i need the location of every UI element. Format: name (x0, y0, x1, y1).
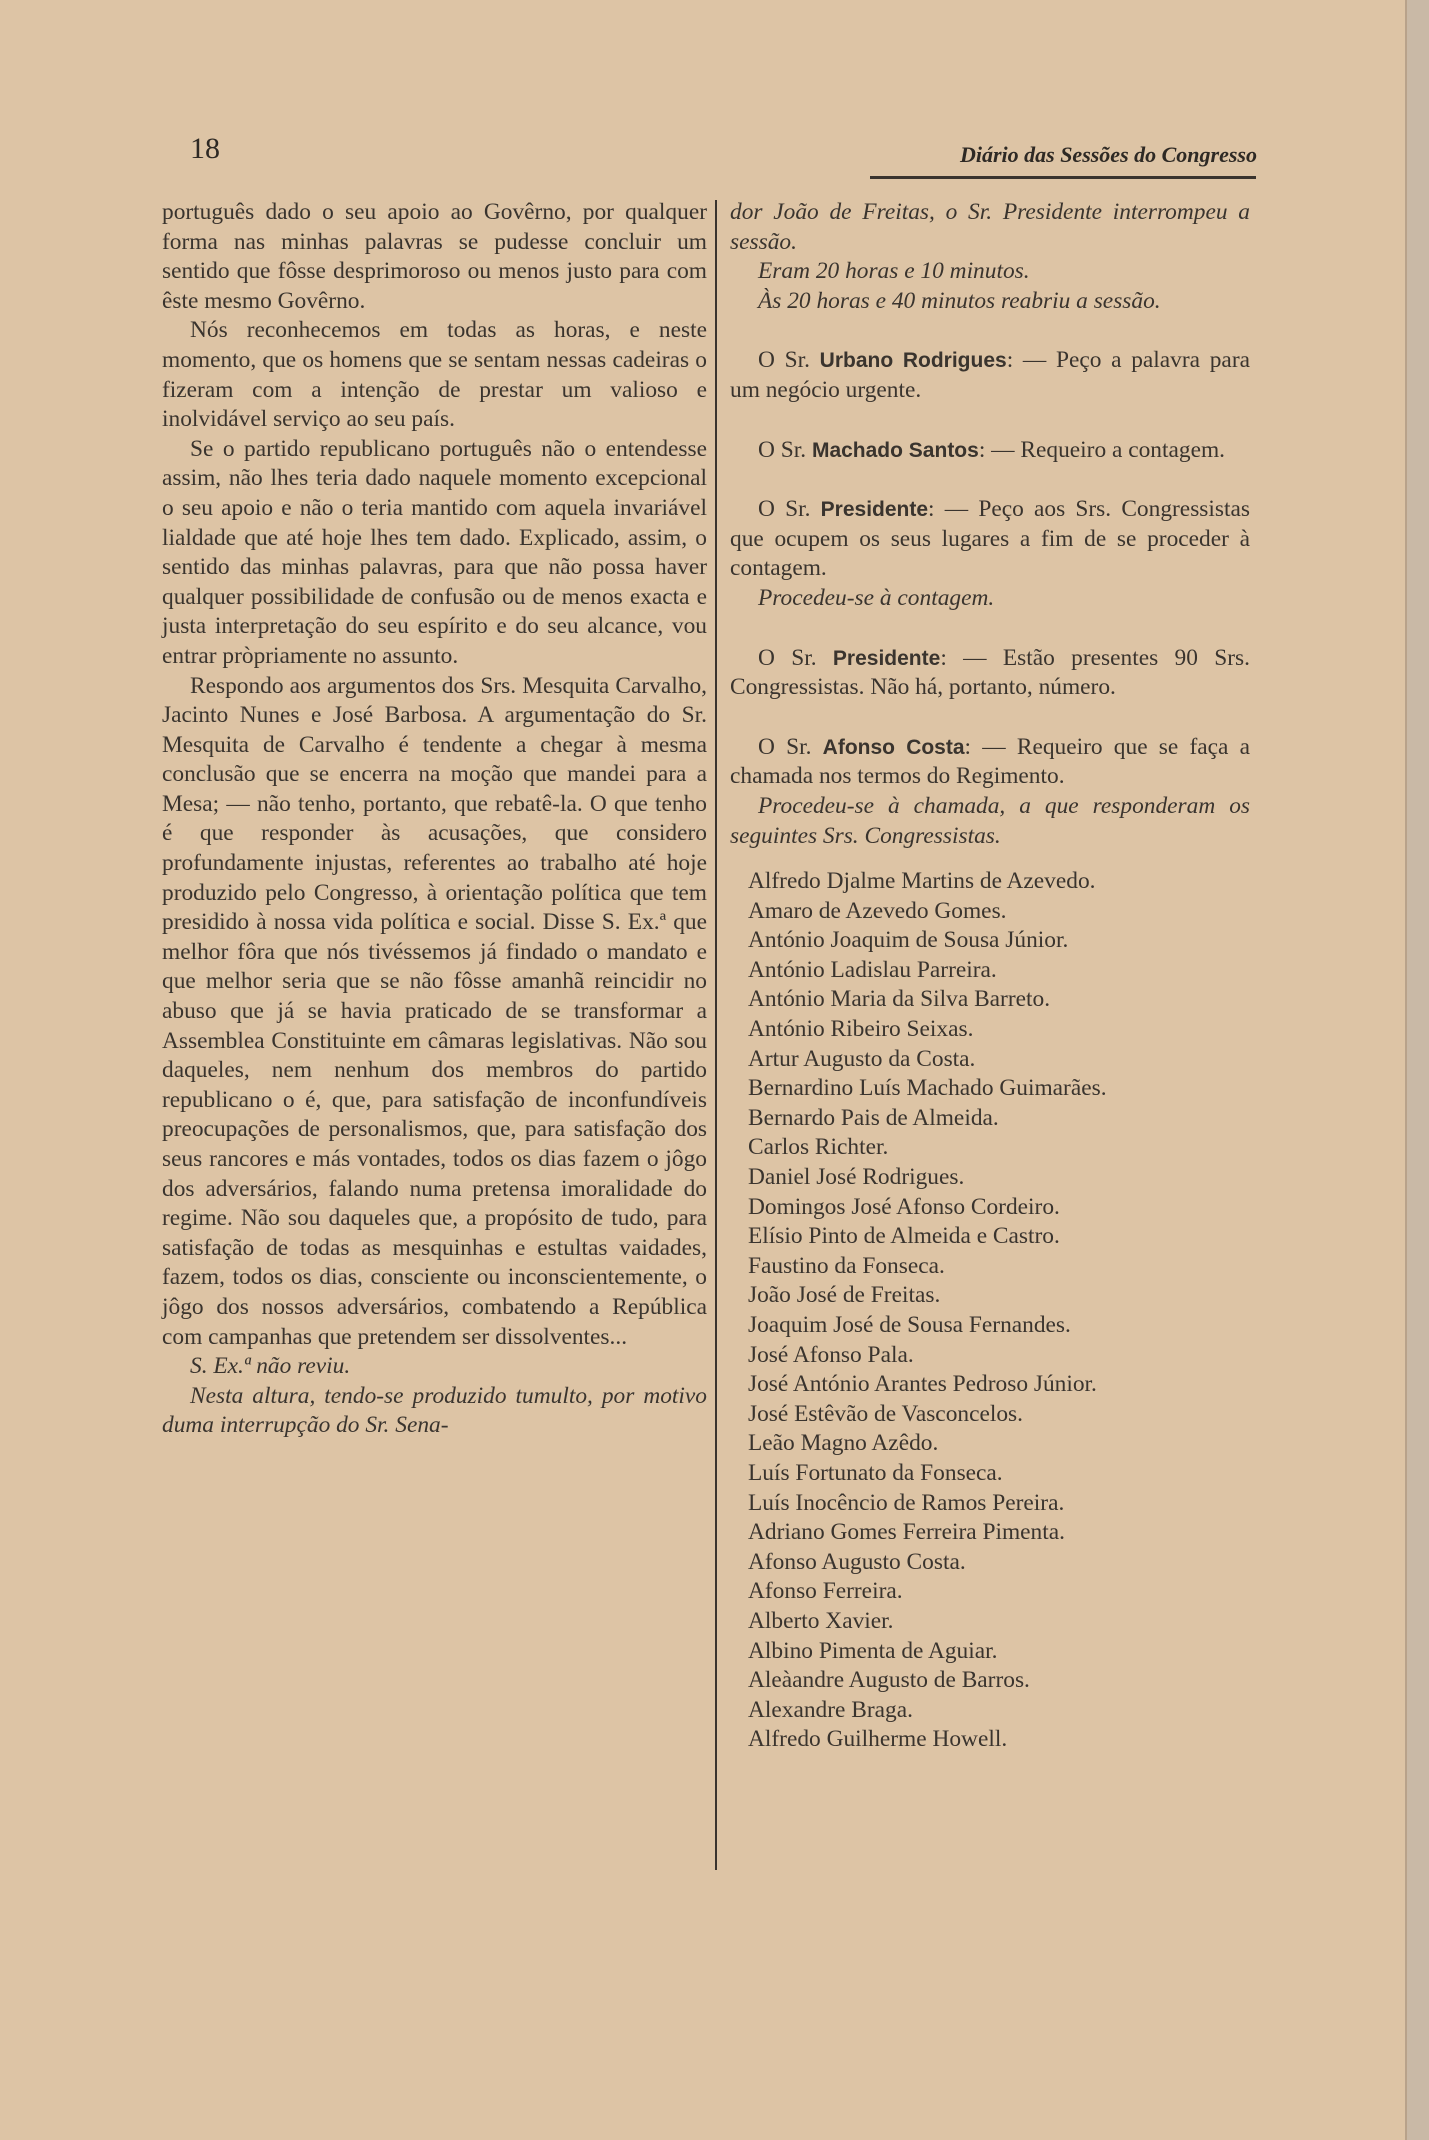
page-number: 18 (190, 132, 220, 165)
list-item: Faustino da Fonseca. (748, 1252, 945, 1279)
paragraph: Respondo aos argumentos dos Srs. Mesquita Carvalho, Jacinto Nunes e José Barbosa. A argumentação do Sr. Mesquita de Carvalho é tendente a chegar à mesma conclusão que se encerra na moção que mandei para a Mesa; — não tenho, portanto, que rebatê-la. O que tenho é que responder às acusações, que considero profundamente injustas, referentes ao trabalho até hoje produzido pelo Congresso, à orientação política que tem presidido à nossa vida política e social. Disse S. Ex.ª que melhor fôra que nós tivéssemos já findado o mandato e que melhor seria que se não fôsse amanhã reincidir no abuso que já se havia praticado de se transformar a Assemblea Constituinte em câmaras legislativas. Não sou daqueles, nem nenhum dos membros do partido republicano o é, que, para satisfação de inconfundíveis preocupações de personalismos, que, para satisfação dos seus rancores e más vontades, todos os dias fazem o jôgo dos adversários, falando numa pretensa imoralidade do regime. Não sou daqueles que, a propósito de tudo, para satisfação de todas as mesquinhas e estultas vaidades, fazem, todos os dias, consciente ou inconscientemente, o jôgo dos nossos adversários, combatendo a República com campanhas que pretendem ser dissolventes... (162, 672, 707, 1350)
list-item: Afonso Ferreira. (748, 1578, 903, 1605)
list-item: Amaro de Azevedo Gomes. (748, 897, 1007, 924)
speech: O Sr. Presidente: — Peço aos Srs. Congressistas que ocupem os seus lugares a fim de se proceder à contagem. (730, 496, 1250, 582)
speaker-name: Presidente (820, 498, 929, 522)
speech: O Sr. Afonso Costa: — Requeiro que se faça a chamada nos termos do Regimento. (730, 733, 1251, 790)
list-item: Alberto Xavier. (748, 1607, 894, 1634)
speaker-name: Presidente (832, 646, 941, 670)
speaker-name: Machado Santos (811, 438, 979, 462)
column-divider (715, 200, 717, 1870)
speech: O Sr. Presidente: — Estão presentes 90 Srs. Congressistas. Não há, portanto, número. (730, 644, 1250, 701)
list-item: Domingos José Afonso Cordeiro. (748, 1193, 1060, 1220)
session-note: Eram 20 horas e 10 minutos. (758, 258, 1030, 285)
list-item: Bernardino Luís Machado Guimarães. (748, 1075, 1107, 1102)
list-item: Elísio Pinto de Almeida e Castro. (748, 1223, 1060, 1250)
list-item: Leão Magno Azêdo. (748, 1430, 939, 1457)
attendance-list (748, 867, 1250, 1755)
list-item: Carlos Richter. (748, 1134, 889, 1161)
list-item: Bernardo Pais de Almeida. (748, 1104, 999, 1131)
revision-note: S. Ex.ª não reviu. (190, 1353, 351, 1380)
list-item: Luís Fortunato da Fonseca. (748, 1459, 1003, 1486)
speech: O Sr. Machado Santos: — Requeiro a contagem. (758, 436, 1226, 463)
paragraph: Nós reconhecemos em todas as horas, e neste momento, que os homens que se sentam nessas cadeiras o fizeram com a intenção de prestar um valioso e inolvidável serviço ao seu país. (162, 317, 707, 433)
session-note: Nesta altura, tendo-se produzido tumulto, por motivo duma interrupção do Sr. Sena- (162, 1382, 707, 1439)
list-item: Luís Inocêncio de Ramos Pereira. (748, 1489, 1065, 1516)
procedure-note: Procedeu-se à chamada, a que responderam os seguintes Srs. Congressistas. (730, 792, 1250, 849)
list-item: Daniel José Rodrigues. (748, 1164, 965, 1191)
paragraph: português dado o seu apoio ao Govêrno, por qualquer forma nas minhas palavras se pudesse concluir um sentido que fôsse desprimoroso ou menos justo para com êste mesmo Govêrno. (162, 199, 707, 314)
speech: O Sr. Urbano Rodrigues: — Peço a palavra para um negócio urgente. (730, 347, 1250, 403)
list-item: Alfredo Guilherme Howell. (748, 1726, 1008, 1753)
speaker-name: Afonso Costa (822, 735, 965, 759)
list-item: Alexandre Braga. (748, 1696, 913, 1723)
session-note: dor João de Freitas, o Sr. Presidente interrompeu a sessão. (730, 199, 1250, 255)
list-item: Adriano Gomes Ferreira Pimenta. (748, 1519, 1065, 1546)
left-column (162, 198, 707, 1441)
header-rule (870, 176, 1256, 179)
list-item: Afonso Augusto Costa. (748, 1548, 966, 1575)
running-title: Diário das Sessões do Congresso (959, 142, 1257, 167)
paragraph: Se o partido republicano português não o entendesse assim, não lhes teria dado naquele momento excepcional o seu apoio e não o teria mantido com aquela invariável lialdade que até hoje lhes tem dado. Explicado, assim, o sentido das minhas palavras, para que não possa haver qualquer possibilidade de confusão ou de menos exacta e justa interpretação do seu espírito e do seu alcance, vou entrar pròpriamente no assunto. (162, 435, 707, 669)
session-note: Às 20 horas e 40 minutos reabriu a sessão. (758, 287, 1161, 314)
list-item: José Afonso Pala. (748, 1341, 914, 1368)
list-item: João José de Freitas. (748, 1282, 941, 1309)
list-item: Artur Augusto da Costa. (748, 1045, 976, 1072)
list-item: José António Arantes Pedroso Júnior. (748, 1371, 1097, 1398)
list-item: Aleàandre Augusto de Barros. (748, 1667, 1030, 1694)
list-item: Albino Pimenta de Aguiar. (748, 1637, 998, 1664)
speaker-name: Urbano Rodrigues (819, 349, 1007, 373)
list-item: António Maria da Silva Barreto. (748, 986, 1051, 1013)
list-item: José Estêvão de Vasconcelos. (748, 1400, 1023, 1427)
list-item: Joaquim José de Sousa Fernandes. (748, 1312, 1071, 1338)
list-item: António Ladislau Parreira. (748, 956, 997, 983)
list-item: António Ribeiro Seixas. (748, 1016, 974, 1043)
list-item: António Joaquim de Sousa Júnior. (748, 927, 1069, 954)
procedure-note: Procedeu-se à contagem. (758, 584, 995, 611)
list-item: Alfredo Djalme Martins de Azevedo. (748, 868, 1096, 895)
right-column (730, 198, 1250, 1755)
